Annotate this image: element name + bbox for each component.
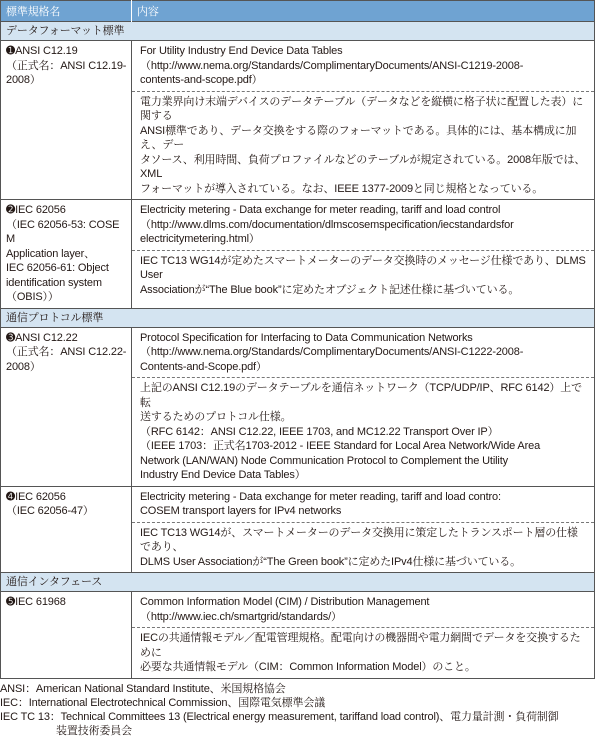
footnote-iec-tc13: IEC TC 13：Technical Committees 13 (Electrical energy measurement, tariffand load control)、電力量計測・負荷制御 bbox=[0, 710, 559, 723]
description-line: DLMS User Associationが“The Green book”に定めたIPv4仕様に基づいている。 bbox=[140, 555, 521, 568]
table-row bbox=[1, 592, 595, 679]
description-line: 必要な共通情報モデル（CIM：Common Information Model）のこと。 bbox=[140, 661, 476, 673]
standard-name-line: （正式名：ANSI C12.22- bbox=[6, 346, 127, 358]
description-line: IEC TC13 WG14が、スマートメーターのデータ交換用に策定したトランスポート層の仕様であり、 bbox=[140, 526, 578, 553]
standard-name-line: ➊ANSI C12.19 bbox=[6, 45, 78, 57]
description-line: Industry End Device Data Tables） bbox=[140, 469, 306, 481]
standard-name-line: ➎IEC 61968 bbox=[6, 596, 66, 608]
standard-name-cell bbox=[1, 486, 132, 573]
standard-description bbox=[132, 250, 594, 301]
standard-name-line: （OBIS）） bbox=[6, 291, 59, 303]
table-row bbox=[1, 327, 595, 486]
standard-name-cell bbox=[1, 592, 132, 679]
standard-name-line: ➍IEC 62056 bbox=[6, 490, 66, 503]
title-line: For Utility Industry End Device Data Tables bbox=[140, 45, 343, 57]
standard-title bbox=[132, 200, 594, 250]
content-cell bbox=[132, 200, 595, 309]
description-line: Associationが“The Blue book”に定めたオブジェクト記述仕様に基づいている。 bbox=[140, 283, 520, 296]
standard-title bbox=[132, 592, 594, 627]
content-cell bbox=[132, 41, 595, 200]
standard-name-line: Application layer、 bbox=[6, 247, 96, 260]
standard-name-line: IEC 62056-61: Object bbox=[6, 262, 109, 274]
standard-description bbox=[132, 91, 594, 200]
title-line: （http://www.nema.org/Standards/ComplimentaryDocuments/ANSI-C1219-2008- bbox=[140, 59, 524, 72]
footnote-ansi: ANSI：American National Standard Institute、米国規格協会 bbox=[0, 682, 286, 695]
title-line: Protocol Specification for Interfacing to Data Communication Networks bbox=[140, 331, 473, 344]
standard-description bbox=[132, 377, 594, 486]
content-cell bbox=[132, 486, 595, 573]
table-row bbox=[1, 200, 595, 309]
title-line: Common Information Model (CIM) / Distribution Management bbox=[140, 596, 430, 608]
footnotes bbox=[0, 682, 596, 738]
standard-name-line: 2008） bbox=[6, 360, 41, 373]
standard-name-cell bbox=[1, 41, 132, 200]
standard-name-line: ➋IEC 62056 bbox=[6, 204, 66, 216]
description-line: ANSI標準であり、データ交換をする際のフォーマットである。具体的には、基本構成に加え、デー bbox=[140, 124, 577, 151]
title-line: （http://www.dlms.com/documentation/dlmscosemspecification/iecstandardsfor bbox=[140, 218, 514, 231]
description-line: 電力業界向け末端デバイスのデータテーブル（データなどを縦横に格子状に配置した表）に関する bbox=[140, 95, 584, 122]
standard-name-line: ➌ANSI C12.22 bbox=[6, 331, 78, 344]
standard-title bbox=[132, 41, 594, 91]
description-line: IECの共通情報モデル／配電管理規格。配電向けの機器間や電力網間でデータを交換するために bbox=[140, 632, 581, 659]
description-line: タソース、利用時間、負荷プロファイルなどのテーブルが規定されている。2008年版では、XML bbox=[140, 153, 586, 180]
standard-name-line: 2008） bbox=[6, 74, 41, 86]
header-content: 内容 bbox=[132, 1, 595, 22]
standard-description bbox=[132, 522, 594, 573]
title-line: （http://www.iec.ch/smartgrid/standards/） bbox=[140, 610, 342, 623]
section-interface: 通信インタフェース bbox=[1, 573, 595, 592]
standard-title bbox=[132, 487, 594, 522]
footnote-iec: IEC：International Electrotechnical Commission、国際電気標準会議 bbox=[0, 696, 326, 709]
table-row bbox=[1, 486, 595, 573]
title-line: COSEM transport layers for IPv4 networks bbox=[140, 505, 342, 517]
description-line: 上記のANSI C12.19のデータテーブルを通信ネットワーク（TCP/UDP/IP、RFC 6142）上で転 bbox=[140, 382, 582, 409]
standard-name-cell bbox=[1, 327, 132, 486]
section-protocol: 通信プロトコル標準 bbox=[1, 308, 595, 327]
title-line: Contents-and-Scope.pdf） bbox=[140, 360, 267, 373]
table-header bbox=[1, 1, 595, 22]
description-line: （IEEE 1703：正式名1703-2012 - IEEE Standard for Local Area Network/Wide Area bbox=[140, 440, 541, 452]
description-line: IEC TC13 WG14が定めたスマートメーターのデータ交換時のメッセージ仕様であり、DLMS User bbox=[140, 254, 586, 281]
section-data-format: データフォーマット標準 bbox=[1, 22, 595, 41]
standard-description bbox=[132, 627, 594, 678]
description-line: Network (LAN/WAN) Node Communication Protocol to Complement the Utility bbox=[140, 454, 508, 467]
title-line: Electricity metering - Data exchange for meter reading, tariff and load contro: bbox=[140, 490, 501, 503]
standard-title bbox=[132, 328, 594, 378]
content-cell bbox=[132, 327, 595, 486]
standard-name-cell bbox=[1, 200, 132, 309]
header-standard-name: 標準規格名 bbox=[1, 1, 132, 22]
title-line: contents-and-scope.pdf） bbox=[140, 74, 263, 86]
title-line: （http://www.nema.org/Standards/ComplimentaryDocuments/ANSI-C1222-2008- bbox=[140, 346, 524, 358]
standard-name-line: （IEC 62056-53: COSEM bbox=[6, 218, 120, 245]
description-line: （RFC 6142：ANSI C12.22, IEEE 1703, and MC12.22 Transport Over IP） bbox=[140, 425, 499, 438]
standard-name-line: identification system bbox=[6, 276, 102, 289]
footnote-iec-tc13-cont: 装置技術委員会 bbox=[56, 724, 132, 737]
table-row bbox=[1, 41, 595, 200]
description-line: フォーマットが導入されている。なお、IEEE 1377-2009と同じ規格となっている。 bbox=[140, 182, 544, 195]
title-line: Electricity metering - Data exchange for meter reading, tariff and load control bbox=[140, 204, 501, 216]
title-line: electricitymetering.html） bbox=[140, 233, 260, 245]
description-line: 送するためのプロトコル仕様。 bbox=[140, 411, 292, 423]
standard-name-line: （正式名：ANSI C12.19- bbox=[6, 59, 127, 72]
standard-name-line: （IEC 62056-47） bbox=[6, 505, 94, 517]
content-cell bbox=[132, 592, 595, 679]
